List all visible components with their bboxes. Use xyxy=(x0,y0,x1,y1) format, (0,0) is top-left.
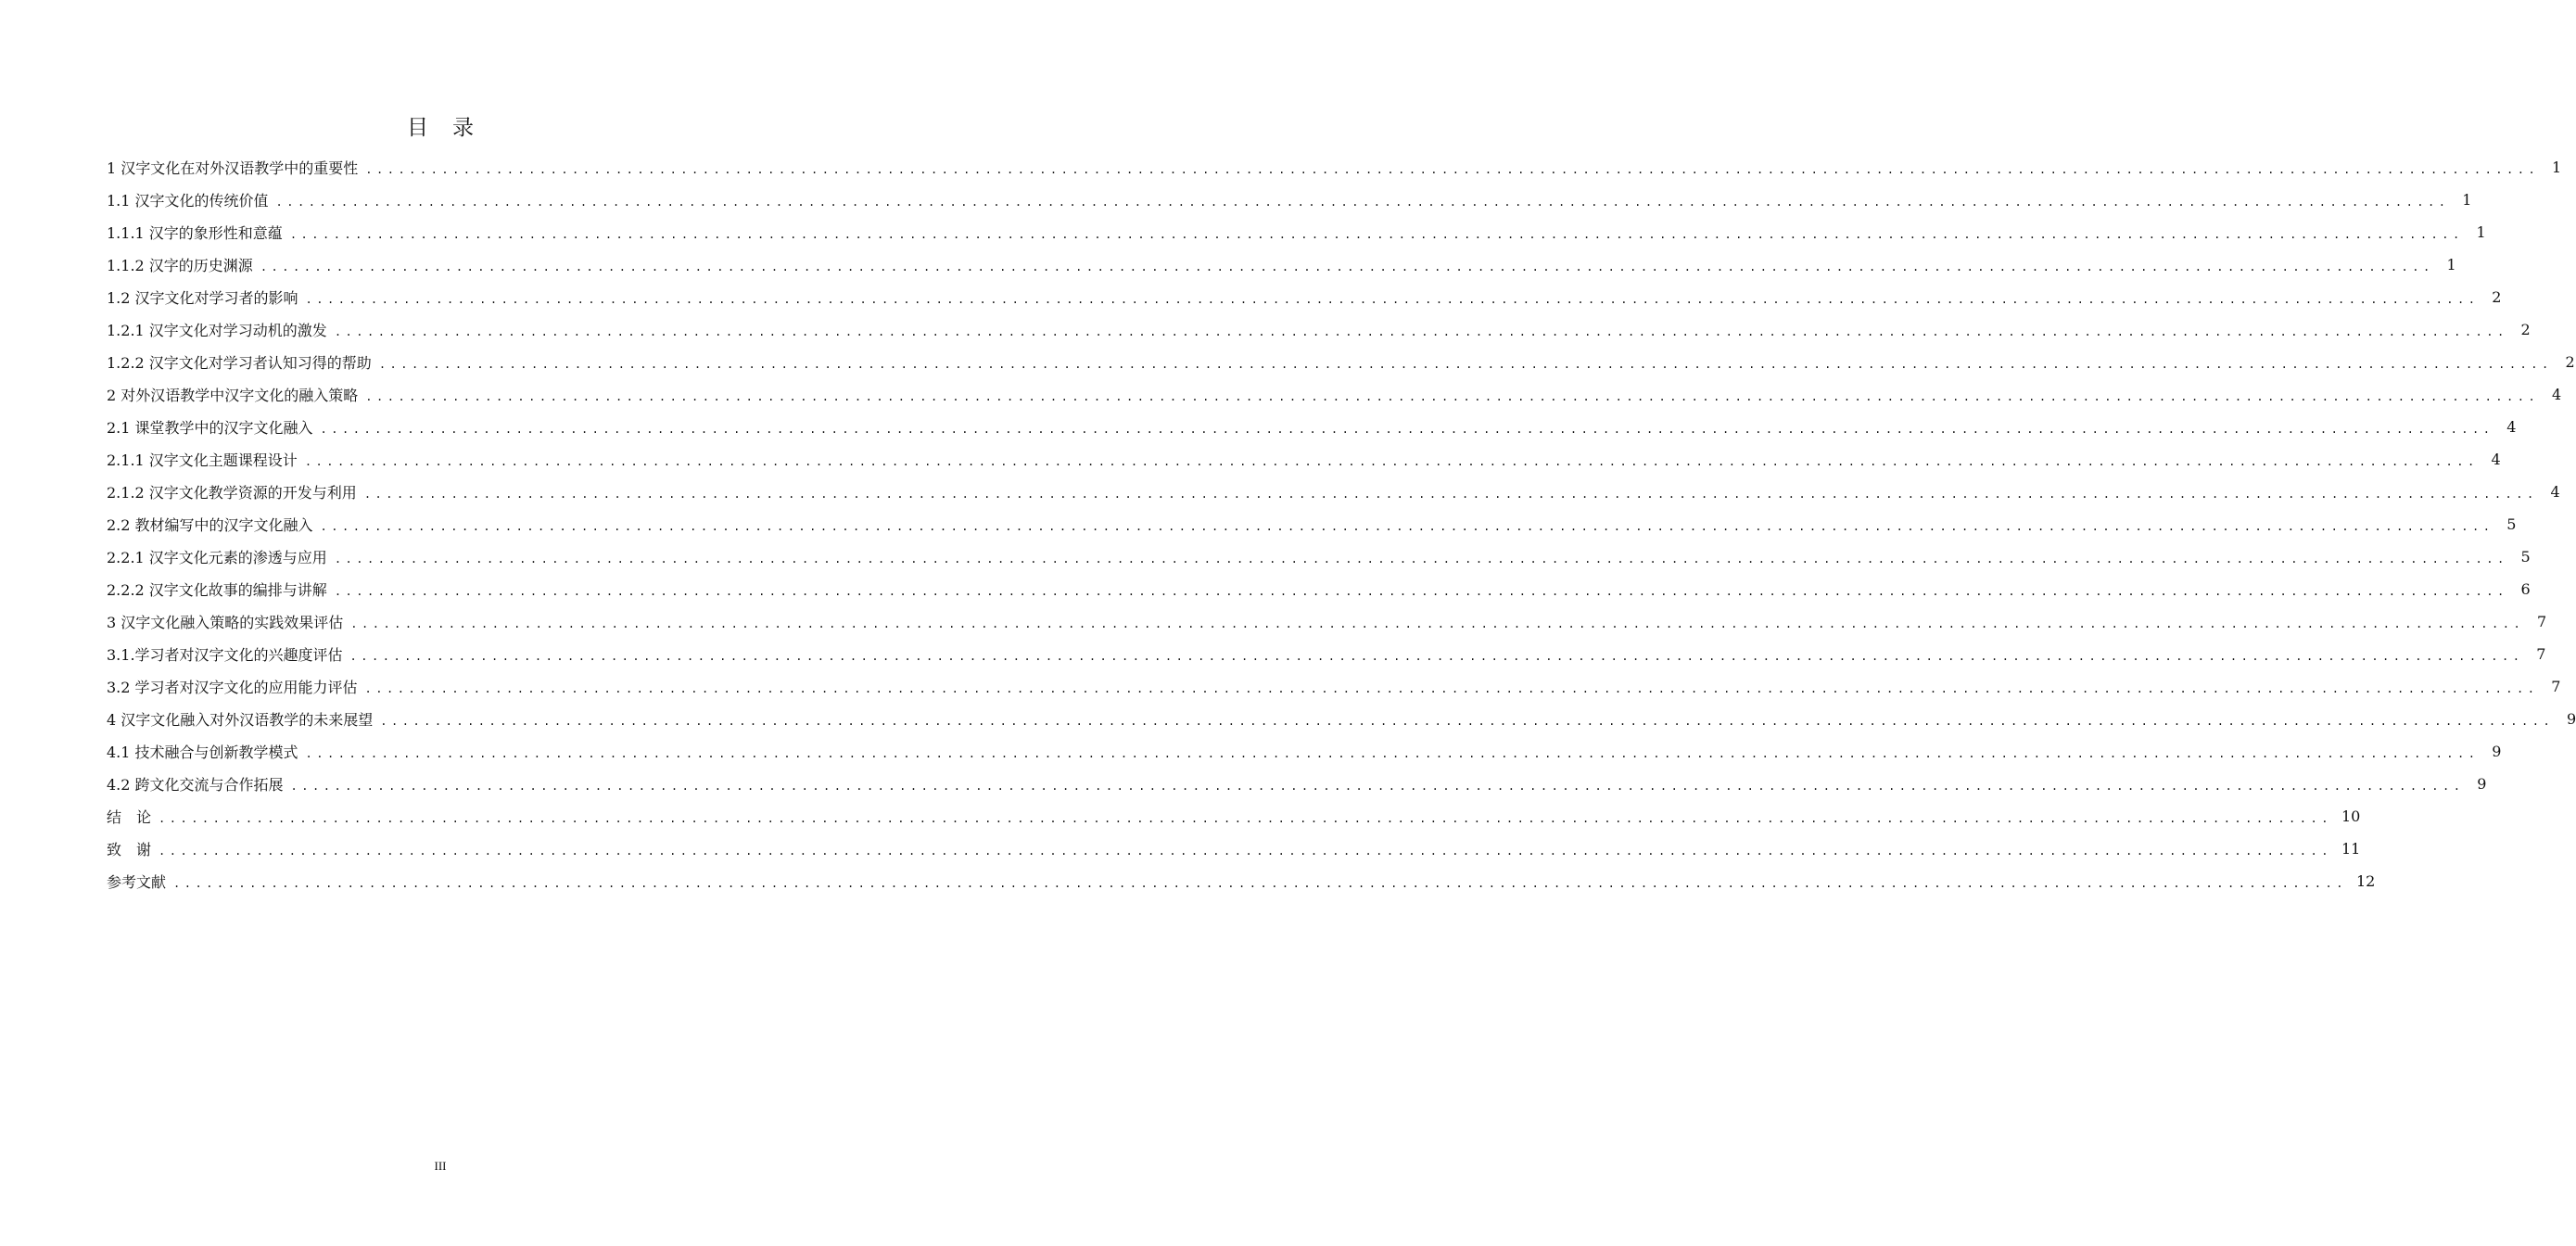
dot-leader: ........................................................................................................................................................................................................ xyxy=(320,422,2494,436)
toc-entry-page: 9 xyxy=(2477,775,2487,793)
toc-entry-label: 2.2 教材编写中的汉字文化融入 xyxy=(107,516,313,534)
toc-entry-label: 1 汉字文化在对外汉语教学中的重要性 xyxy=(107,159,359,177)
toc-entry-page: 4 xyxy=(2552,386,2562,403)
toc-entry-label: 3.1.学习者对汉字文化的兴趣度评估 xyxy=(107,646,343,664)
toc-entry-page: 4 xyxy=(2550,483,2560,501)
dot-leader: ........................................................................................................................................................................................................ xyxy=(380,714,2555,728)
dot-leader: ........................................................................................................................................................................................................ xyxy=(334,552,2508,566)
dot-leader: ........................................................................................................................................................................................................ xyxy=(365,389,2540,403)
toc-entry-label: 2 对外汉语教学中汉字文化的融入策略 xyxy=(107,387,359,404)
toc-entry-page: 1 xyxy=(2462,191,2472,209)
dot-leader: ........................................................................................................................................................................................................ xyxy=(334,324,2508,338)
toc-entry-label: 2.1 课堂教学中的汉字文化融入 xyxy=(107,419,313,437)
toc-entry-page: 2 xyxy=(2565,353,2575,371)
toc-entry-label: 1.1 汉字文化的传统价值 xyxy=(107,192,269,210)
toc-entry-label: 1.1.1 汉字的象形性和意蕴 xyxy=(107,224,283,242)
toc-entry-label: 1.2 汉字文化对学习者的影响 xyxy=(107,289,298,307)
toc-entry[interactable] xyxy=(107,151,2562,184)
dot-leader: ........................................................................................................................................................................................................ xyxy=(350,617,2525,630)
toc-entry-label: 4.2 跨文化交流与合作拓展 xyxy=(107,776,284,794)
toc-entry-page: 1 xyxy=(2552,159,2562,176)
toc-entry-page: 7 xyxy=(2537,613,2547,630)
toc-entry-label: 4.1 技术融合与创新教学模式 xyxy=(107,744,298,761)
dot-leader: ........................................................................................................................................................................................................ xyxy=(159,844,2332,858)
toc-entry[interactable] xyxy=(107,248,2456,281)
toc-entry[interactable] xyxy=(107,346,2575,378)
toc-entry[interactable] xyxy=(107,800,2361,833)
toc-entry-label: 3.2 学习者对汉字文化的应用能力评估 xyxy=(107,679,358,696)
dot-leader: ........................................................................................................................................................................................................ xyxy=(289,227,2464,241)
dot-leader: ........................................................................................................................................................................................................ xyxy=(320,519,2494,533)
toc-entry[interactable] xyxy=(107,865,2376,897)
toc-entry[interactable] xyxy=(107,281,2502,313)
dot-leader: ........................................................................................................................................................................................................ xyxy=(159,811,2332,825)
toc-entry-label: 1.1.2 汉字的历史渊源 xyxy=(107,257,253,274)
toc-entry-page: 1 xyxy=(2476,223,2486,241)
dot-leader: ........................................................................................................................................................................................................ xyxy=(363,487,2538,501)
dot-leader: ........................................................................................................................................................................................................ xyxy=(275,195,2450,209)
dot-leader: ........................................................................................................................................................................................................ xyxy=(305,292,2480,306)
toc-entry-label: 3 汉字文化融入策略的实践效果评估 xyxy=(107,614,344,631)
toc-entry-label: 致 谢 xyxy=(107,841,152,858)
toc-entry-page: 9 xyxy=(2492,743,2502,760)
toc-entry-page: 4 xyxy=(2491,451,2501,468)
toc-entry-page: 9 xyxy=(2567,710,2576,728)
table-of-contents xyxy=(107,151,2576,897)
toc-entry-page: 2 xyxy=(2492,288,2502,306)
toc-entry[interactable] xyxy=(107,443,2501,476)
dot-leader: ........................................................................................................................................................................................................ xyxy=(290,779,2465,793)
toc-entry-page: 12 xyxy=(2355,872,2376,890)
toc-entry-page: 10 xyxy=(2341,807,2361,825)
toc-entry-label: 2.1.1 汉字文化主题课程设计 xyxy=(107,451,298,469)
toc-entry-page: 11 xyxy=(2341,840,2361,858)
toc-entry-label: 结 论 xyxy=(107,808,152,826)
dot-leader: ........................................................................................................................................................................................................ xyxy=(304,454,2479,468)
toc-entry[interactable] xyxy=(107,216,2486,248)
dot-leader: ........................................................................................................................................................................................................ xyxy=(378,357,2553,371)
toc-entry-page: 7 xyxy=(2536,645,2546,663)
toc-entry-label: 2.1.2 汉字文化教学资源的开发与利用 xyxy=(107,484,357,502)
dot-leader: ........................................................................................................................................................................................................ xyxy=(305,746,2480,760)
dot-leader: ........................................................................................................................................................................................................ xyxy=(365,162,2540,176)
dot-leader: ........................................................................................................................................................................................................ xyxy=(349,649,2524,663)
dot-leader: ........................................................................................................................................................................................................ xyxy=(173,876,2347,890)
dot-leader: ........................................................................................................................................................................................................ xyxy=(364,681,2539,695)
toc-entry[interactable] xyxy=(107,573,2531,605)
toc-entry[interactable] xyxy=(107,670,2561,703)
toc-entry[interactable] xyxy=(107,605,2547,638)
toc-entry[interactable] xyxy=(107,378,2562,411)
toc-entry-label: 1.2.2 汉字文化对学习者认知习得的帮助 xyxy=(107,354,372,372)
toc-entry[interactable] xyxy=(107,184,2472,216)
toc-entry[interactable] xyxy=(107,540,2531,573)
toc-entry-page: 5 xyxy=(2506,515,2517,533)
toc-entry[interactable] xyxy=(107,411,2517,443)
toc-entry-page: 2 xyxy=(2520,321,2531,338)
toc-entry[interactable] xyxy=(107,768,2487,800)
dot-leader: ........................................................................................................................................................................................................ xyxy=(334,584,2508,598)
toc-entry-label: 4 汉字文化融入对外汉语教学的未来展望 xyxy=(107,711,374,729)
toc-entry-page: 1 xyxy=(2446,256,2456,273)
toc-entry[interactable] xyxy=(107,735,2502,768)
toc-entry-page: 6 xyxy=(2520,580,2531,598)
toc-entry[interactable] xyxy=(107,833,2361,865)
page-number: III xyxy=(434,1159,447,1173)
dot-leader: ........................................................................................................................................................................................................ xyxy=(260,260,2434,273)
toc-entry[interactable] xyxy=(107,313,2531,346)
toc-entry-label: 参考文献 xyxy=(107,873,167,891)
toc-entry-label: 2.2.1 汉字文化元素的渗透与应用 xyxy=(107,549,327,566)
toc-entry-label: 1.2.1 汉字文化对学习动机的激发 xyxy=(107,322,327,339)
page-title: 目录 xyxy=(407,116,498,140)
toc-entry[interactable] xyxy=(107,703,2576,735)
toc-entry-label: 2.2.2 汉字文化故事的编排与讲解 xyxy=(107,581,327,599)
toc-entry-page: 7 xyxy=(2551,678,2561,695)
toc-entry[interactable] xyxy=(107,476,2560,508)
toc-entry[interactable] xyxy=(107,638,2546,670)
toc-entry-page: 5 xyxy=(2520,548,2531,566)
toc-entry-page: 4 xyxy=(2506,418,2517,436)
toc-entry[interactable] xyxy=(107,508,2517,540)
